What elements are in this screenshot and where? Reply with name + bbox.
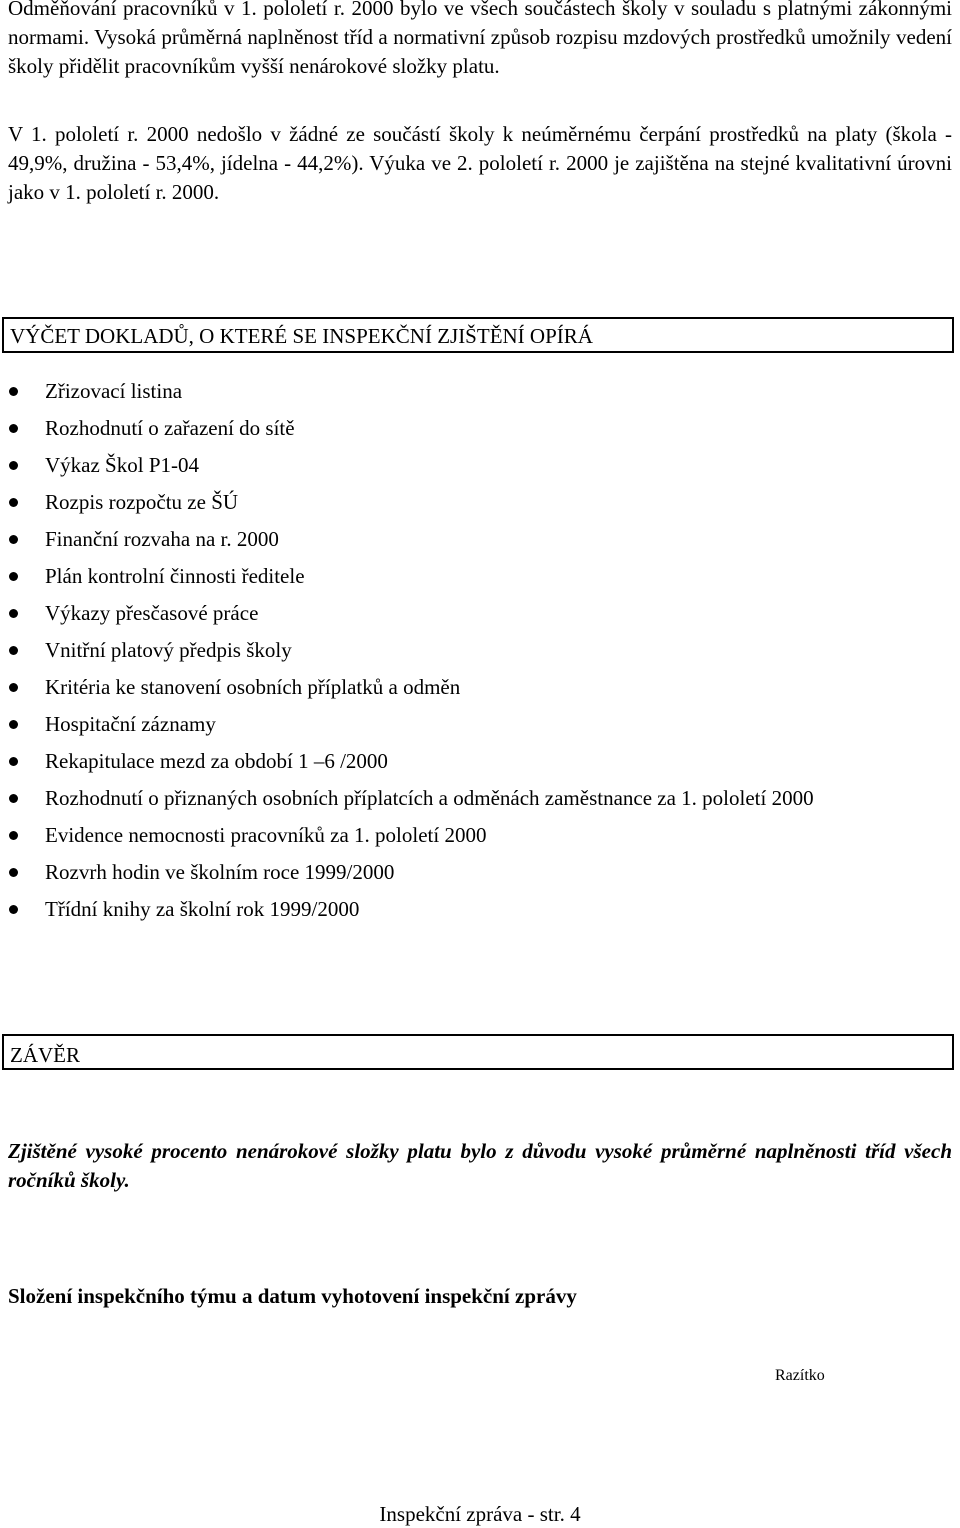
bullet-icon [9, 905, 18, 914]
list-item [0, 747, 960, 775]
team-heading: Složení inspekčního týmu a datum vyhotovení inspekční zprávy [8, 1284, 577, 1308]
documents-heading: VÝČET DOKLADŮ, O KTERÉ SE INSPEKČNÍ ZJIŠTĚNÍ OPÍRÁ [2, 317, 954, 353]
bullet-icon [9, 757, 18, 766]
documents-list [0, 377, 960, 932]
bullet-icon [9, 794, 18, 803]
list-item-text: Rozhodnutí o zařazení do sítě [45, 416, 295, 440]
list-item [0, 414, 960, 442]
page-footer: Inspekční zpráva - str. 4 [379, 1502, 581, 1526]
list-item [0, 599, 960, 627]
paragraph-remuneration: Odměňování pracovníků v 1. pololetí r. 2000 bylo ve všech součástech školy v souladu s platnými zákonnými normami. Vysoká průměrná naplněnost tříd a normativní způsob rozpisu mzdových prostředků umožnily vedení školy přidělit pracovníkům vyšší nenárokové složky platu. [8, 0, 952, 78]
list-item-text: Zřizovací listina [45, 379, 183, 403]
list-item-text: Rozvrh hodin ve školním roce 1999/2000 [45, 860, 395, 884]
list-item [0, 784, 960, 812]
list-item [0, 858, 960, 886]
list-item-text: Evidence nemocnosti pracovníků za 1. pololetí 2000 [45, 823, 487, 847]
bullet-icon [9, 609, 18, 618]
list-item-text: Kritéria ke stanovení osobních příplatků a odměn [45, 675, 461, 699]
list-item-text: Plán kontrolní činnosti ředitele [45, 564, 305, 588]
list-item [0, 451, 960, 479]
list-item-text: Finanční rozvaha na r. 2000 [45, 527, 279, 551]
list-item [0, 710, 960, 738]
stamp-label: Razítko [775, 1367, 825, 1384]
bullet-icon [9, 572, 18, 581]
bullet-icon [9, 831, 18, 840]
list-item-text: Hospitační záznamy [45, 712, 216, 736]
list-item-text: Rozhodnutí o přiznaných osobních příplatcích a odměnách zaměstnance za 1. pololetí 2000 [45, 786, 814, 810]
paragraph-spending: V 1. pololetí r. 2000 nedošlo v žádné ze součástí školy k neúměrnému čerpání prostředků na platy (škola - 49,9%, družina - 53,4%, jídelna - 44,2%). Výuka ve 2. pololetí r. 2000 je zajištěna na stejné kvalitativní úrovni jako v 1. pololetí r. 2000. [8, 122, 952, 204]
list-item [0, 636, 960, 664]
list-item [0, 488, 960, 516]
conclusion-heading: ZÁVĚR [2, 1034, 954, 1070]
list-item-text: Vnitřní platový předpis školy [45, 638, 292, 662]
list-item-text: Rekapitulace mezd za období 1 –6 /2000 [45, 749, 388, 773]
list-item [0, 525, 960, 553]
list-item-text: Výkazy přesčasové práce [45, 601, 259, 625]
bullet-icon [9, 387, 18, 396]
list-item [0, 562, 960, 590]
list-item [0, 377, 960, 405]
bullet-icon [9, 868, 18, 877]
list-item-text: Rozpis rozpočtu ze ŠÚ [45, 490, 239, 514]
conclusion-text: Zjištěné vysoké procento nenárokové složky platu bylo z důvodu vysoké průměrné naplněnosti tříd všech ročníků školy. [8, 1139, 952, 1192]
list-item [0, 895, 960, 923]
list-item [0, 673, 960, 701]
bullet-icon [9, 646, 18, 655]
bullet-icon [9, 498, 18, 507]
list-item-text: Výkaz Škol P1-04 [45, 453, 199, 477]
list-item [0, 821, 960, 849]
list-item-text: Třídní knihy za školní rok 1999/2000 [45, 897, 360, 921]
bullet-icon [9, 720, 18, 729]
bullet-icon [9, 424, 18, 433]
bullet-icon [9, 683, 18, 692]
bullet-icon [9, 535, 18, 544]
bullet-icon [9, 461, 18, 470]
